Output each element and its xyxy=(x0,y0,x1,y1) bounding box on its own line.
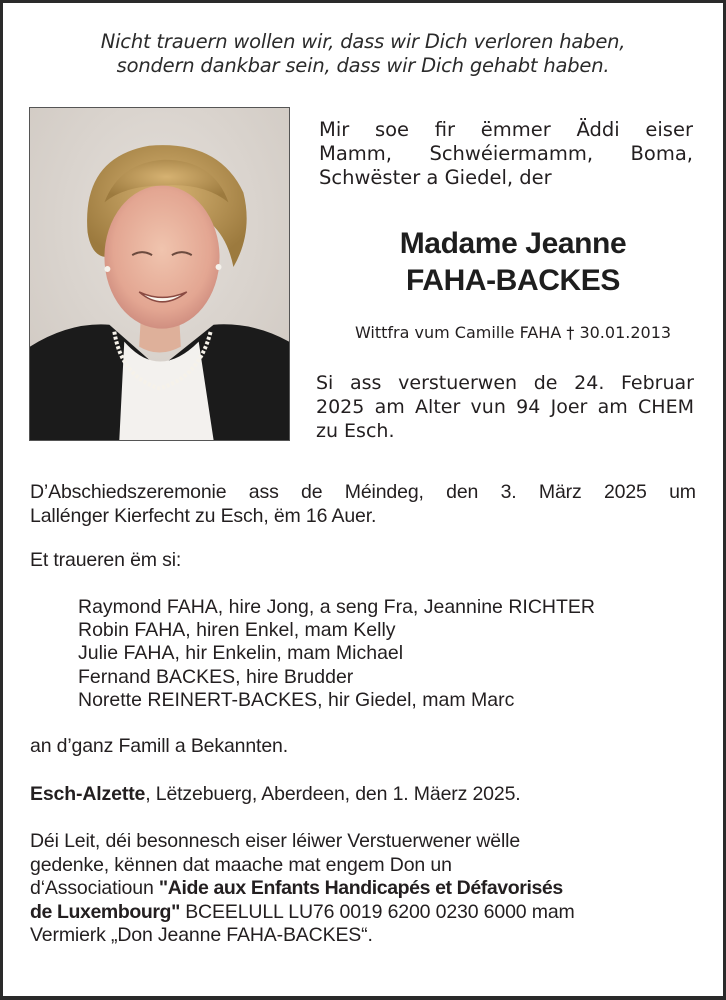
organization-name-cont: de Luxembourg xyxy=(30,900,172,923)
association-prefix: d‘Associatioun xyxy=(30,877,159,899)
word: eiser xyxy=(645,118,693,141)
donation-line-2: gedenke, kënnen dat maache mat engem Don un xyxy=(30,853,452,876)
word: D’Abschiedszeremonie xyxy=(30,481,227,503)
place-date-rest: , Lëtzebuerg, Aberdeen, den 1. Mäerz 2025. xyxy=(145,783,521,805)
word: am xyxy=(374,396,405,418)
death-notice xyxy=(316,371,694,443)
word: zu Esch. xyxy=(316,420,395,442)
word: verstuerwen xyxy=(398,372,518,394)
word: ass xyxy=(350,372,382,394)
word: Schwéiermamm, xyxy=(429,142,594,165)
word: ass xyxy=(248,481,279,503)
word: ëmmer xyxy=(480,118,551,141)
word: 3. xyxy=(500,481,517,503)
death-line-3 xyxy=(316,419,694,443)
word: Februar xyxy=(621,372,694,394)
bank-details: BCEELULL LU76 0019 6200 0230 6000 mam xyxy=(179,900,575,923)
word: soe xyxy=(374,118,410,141)
word: Mir xyxy=(319,118,350,141)
organization-name: Aide aux Enfants Handicapés et Défavorisés xyxy=(167,877,563,899)
intro-line-2 xyxy=(319,142,693,166)
word: 2025 xyxy=(316,396,365,418)
word: Alter xyxy=(415,396,461,418)
motto-line-1: Nicht trauern wollen wir, dass wir Dich verloren haben, xyxy=(100,30,626,53)
donation-line-4 xyxy=(30,901,575,925)
quote-mark: " xyxy=(171,900,180,923)
word: Si xyxy=(316,372,334,394)
death-line-1 xyxy=(316,371,694,395)
word: 2025 xyxy=(603,481,647,503)
quote-mark: " xyxy=(158,877,168,899)
word: Mamm, xyxy=(319,142,392,165)
death-line-2 xyxy=(316,395,694,419)
mourner-item: Fernand BACKES, hire Brudder xyxy=(78,665,354,688)
deceased-name xyxy=(300,225,726,299)
face xyxy=(104,186,219,329)
word: am xyxy=(597,396,628,418)
word: um xyxy=(669,481,696,503)
word: März xyxy=(538,481,582,503)
word: Äddi xyxy=(576,118,620,141)
widow-note: Wittfra vum Camille FAHA † 30.01.2013 xyxy=(354,323,672,342)
name-line-2: FAHA-BACKES xyxy=(406,264,620,297)
right-earring xyxy=(216,264,222,270)
place-date xyxy=(30,783,521,807)
word: 24. xyxy=(574,372,605,394)
ceremony-line-1 xyxy=(30,481,696,505)
donation-line-3 xyxy=(30,877,575,901)
motto-quote xyxy=(0,30,726,78)
word: den xyxy=(446,481,479,503)
word: CHEM xyxy=(638,396,694,418)
mourners-intro: Et traueren ëm si: xyxy=(30,549,182,571)
intro-text xyxy=(319,118,693,190)
mourners-list xyxy=(78,596,595,712)
word: Schwëster a Giedel, der xyxy=(319,166,552,189)
name-line-1: Madame Jeanne xyxy=(399,227,627,260)
mourner-item: Robin FAHA, hiren Enkel, mam Kelly xyxy=(78,619,396,642)
ceremony-info xyxy=(30,481,696,528)
mourner-item: Norette REINERT-BACKES, hir Giedel, mam Marc xyxy=(78,688,515,711)
word: de xyxy=(533,372,558,394)
word: vun xyxy=(470,396,506,418)
donation-line-1: Déi Leit, déi besonnesch eiser léiwer Verstuerwener wëlle xyxy=(30,830,521,852)
motto-line-2: sondern dankbar sein, dass wir Dich gehabt haben. xyxy=(116,54,610,77)
left-earring xyxy=(104,266,110,272)
word: Joer xyxy=(550,396,588,418)
intro-line-1 xyxy=(319,118,693,142)
family-line: an d’ganz Famill a Bekannten. xyxy=(30,735,288,757)
donation-line-5: Vermierk „Don Jeanne FAHA-BACKES“. xyxy=(30,924,373,946)
portrait-photo xyxy=(29,107,290,441)
mourner-item: Julie FAHA, hir Enkelin, mam Michael xyxy=(78,642,404,665)
ceremony-line-2: Lallénger Kierfecht zu Esch, ëm 16 Auer. xyxy=(30,504,377,527)
place-name: Esch-Alzette xyxy=(30,783,146,805)
donation-info xyxy=(30,830,575,948)
word: Méindeg, xyxy=(344,481,424,503)
word: Boma, xyxy=(630,142,693,165)
intro-line-3 xyxy=(319,166,693,190)
word: fir xyxy=(434,118,456,141)
mourner-item: Raymond FAHA, hire Jong, a seng Fra, Jeannine RICHTER xyxy=(78,596,595,618)
word: 94 xyxy=(516,396,541,418)
word: de xyxy=(301,481,323,503)
portrait-illustration xyxy=(30,108,289,440)
